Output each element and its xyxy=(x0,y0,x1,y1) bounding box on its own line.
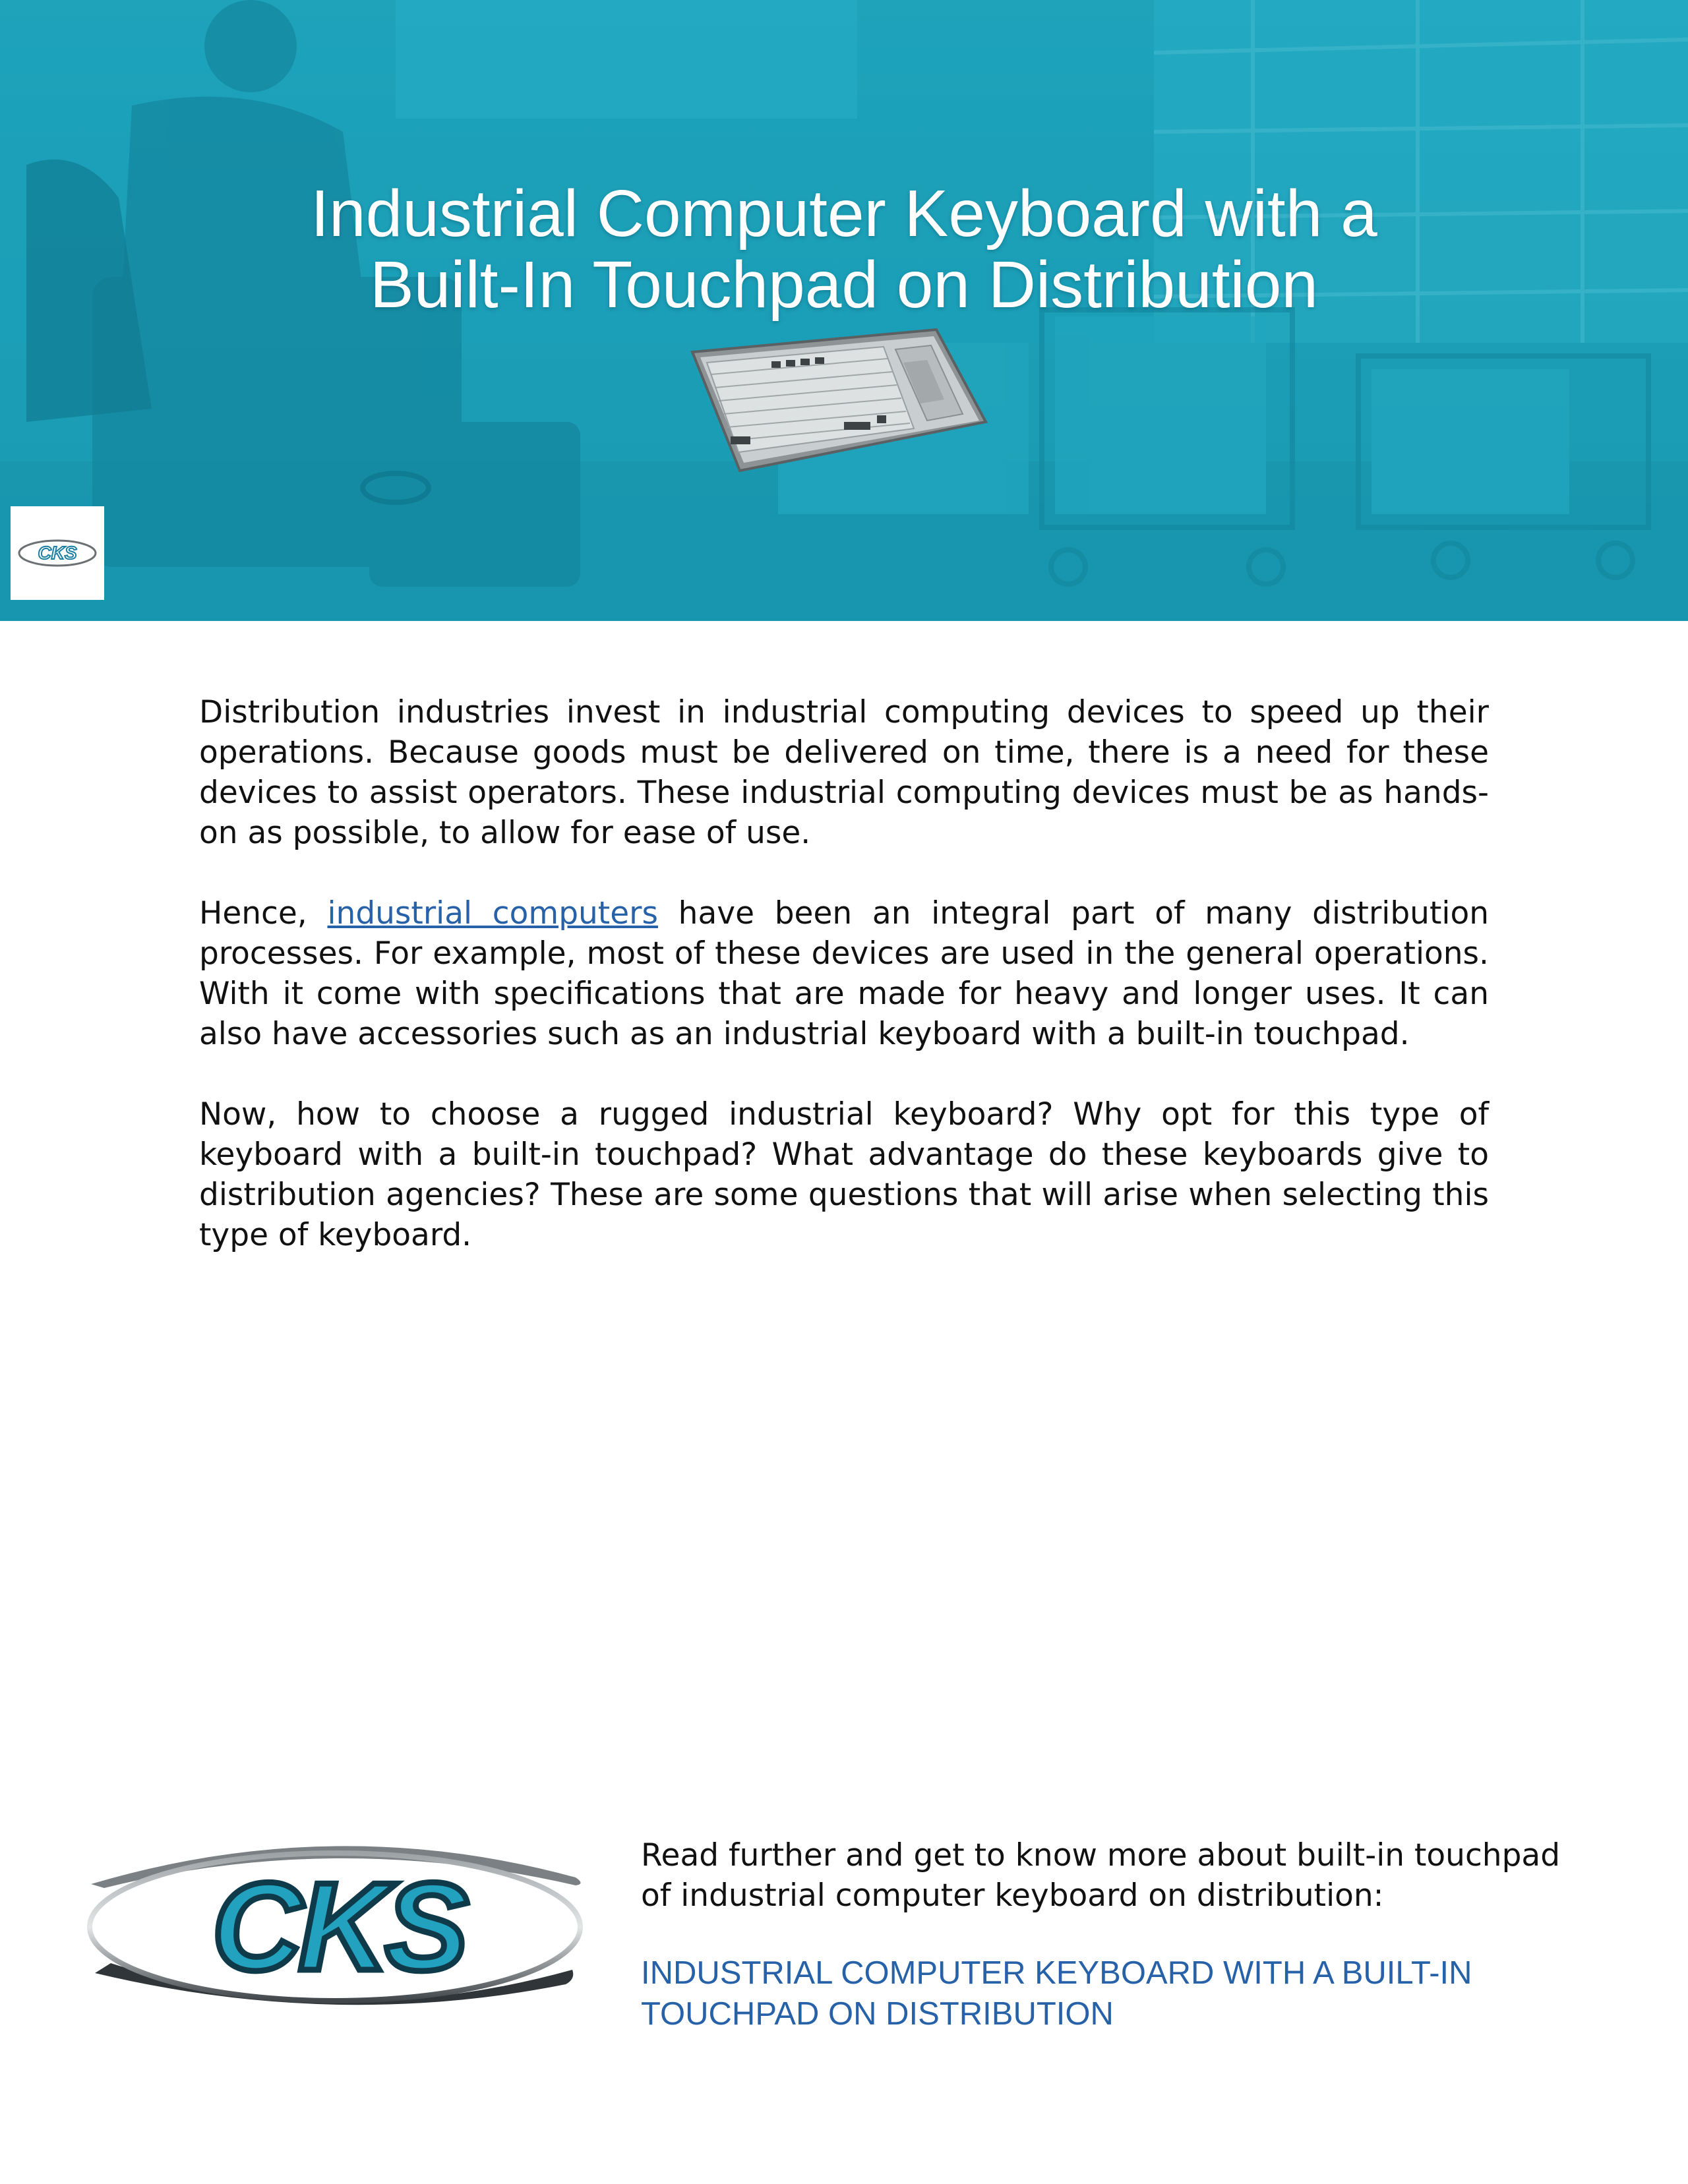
hero-banner xyxy=(0,0,1688,621)
cks-logo-icon xyxy=(17,537,98,570)
cks-logo-text: CKS xyxy=(212,1857,465,1997)
hero-cks-logo xyxy=(11,506,104,600)
paragraph-text: have been an integral part of many distribution processes. For example, most of these devices are used in the general operations. With it come with specifications that are made for heavy and longer uses. It can also have accessories such as an industrial keyboard with a built-in touchpad. xyxy=(199,895,1489,1052)
hero-title-line2: Built-In Touchpad on Distribution xyxy=(370,248,1318,322)
article-body xyxy=(199,692,1489,1295)
cks-logo-text: CKS xyxy=(38,543,77,563)
paragraph-industrial-computers xyxy=(199,893,1489,1054)
paragraph-intro: Distribution industries invest in industrial computing devices to speed up their operations. Because goods must be delivered on time, there is a need for these devices to assist operators. These industrial computing devices must be as hands-on as possible, to allow for ease of use. xyxy=(199,694,1489,851)
hero-title xyxy=(0,178,1688,320)
industrial-keyboard-image xyxy=(686,323,989,475)
industrial-computers-link[interactable]: industrial computers xyxy=(327,895,658,931)
paragraph-questions: Now, how to choose a rugged industrial keyboard? Why opt for this type of keyboard with a built-in touchpad? What advantage do these keyboards give to distribution agencies? These are some questions that will arise when selecting this type of keyboard. xyxy=(199,1096,1489,1253)
article-link[interactable]: INDUSTRIAL COMPUTER KEYBOARD WITH A BUILT-IN TOUCHPAD ON DISTRIBUTION xyxy=(641,1955,1472,2032)
read-further-text: Read further and get to know more about built-in touchpad of industrial computer keyboard on distribution: xyxy=(641,1837,1561,1914)
cks-logo xyxy=(84,1838,586,2016)
hero-title-line1: Industrial Computer Keyboard with a xyxy=(311,177,1377,251)
paragraph-text: Hence, xyxy=(199,895,328,931)
